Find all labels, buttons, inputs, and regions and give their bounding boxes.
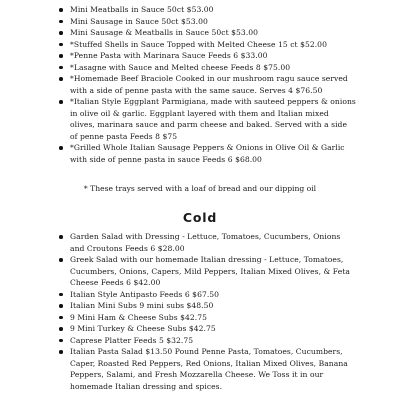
menu-item: *Penne Pasta with Marinara Sauce Feeds 6 $33.00 xyxy=(0,50,400,62)
menu-item: Garden Salad with Dressing - Lettuce, Tomatoes, Cucumbers, Onions and Croutons Feeds 6 $28.00 xyxy=(0,231,400,254)
menu-item: *Lasagne with Sauce and Melted cheese Feeds 8 $75.00 xyxy=(0,62,400,74)
menu-item: Mini Sausage in Sauce 50ct $53.00 xyxy=(0,16,400,28)
menu-item: *Stuffed Shells in Sauce Topped with Melted Cheese 15 ct $52.00 xyxy=(0,39,400,51)
menu-item: *Homemade Beef Braciole Cooked in our mushroom ragu sauce served with a side of penne pasta with the same sauce. Serves 4 $76.50 xyxy=(0,73,400,96)
menu-item: Greek Salad with our homemade Italian dressing - Lettuce, Tomatoes, Cucumbers, Onions, Capers, Mild Peppers, Italian Mixed Olives, & Feta Cheese Feeds 6 $42.00 xyxy=(0,254,400,289)
cold-section-heading: Cold xyxy=(182,210,218,225)
menu-item: Italian Style Antipasto Feeds 6 $67.50 xyxy=(0,289,400,301)
menu-item: *Italian Style Eggplant Parmigiana, made with sauteed peppers & onions in olive oil & garlic. Eggplant layered with them and Italian mixed olives, marinara sauce and parm cheese and baked. Served with a side of penne pasta Feeds 8 $75 xyxy=(0,96,400,142)
menu-item: 9 Mini Turkey & Cheese Subs $42.75 xyxy=(0,323,400,335)
menu-item: Italian Pasta Salad $13.50 Pound Penne Pasta, Tomatoes, Cucumbers, Caper, Roasted Red Peppers, Red Onions, Italian Mixed Olives, Banana Peppers, Salami, and Fresh Mozzarella Cheese. We Toss it in our homemade Italian dressing and spices. xyxy=(0,346,400,392)
bread-note: * These trays served with a loaf of bread and our dipping oil xyxy=(83,184,317,193)
menu-item: Mini Meatballs in Sauce 50ct $53.00 xyxy=(0,4,400,16)
menu-item: Caprese Platter Feeds 5 $32.75 xyxy=(0,335,400,347)
hot-items-list xyxy=(0,4,400,165)
cold-items-list xyxy=(0,231,400,392)
menu-item: Mini Sausage & Meatballs in Sauce 50ct $53.00 xyxy=(0,27,400,39)
menu-item: Italian Mini Subs 9 mini subs $48.50 xyxy=(0,300,400,312)
menu-item: *Grilled Whole Italian Sausage Peppers & Onions in Olive Oil & Garlic with side of penne pasta in sauce Feeds 6 $68.00 xyxy=(0,142,400,165)
menu-item: 9 Mini Ham & Cheese Subs $42.75 xyxy=(0,312,400,324)
